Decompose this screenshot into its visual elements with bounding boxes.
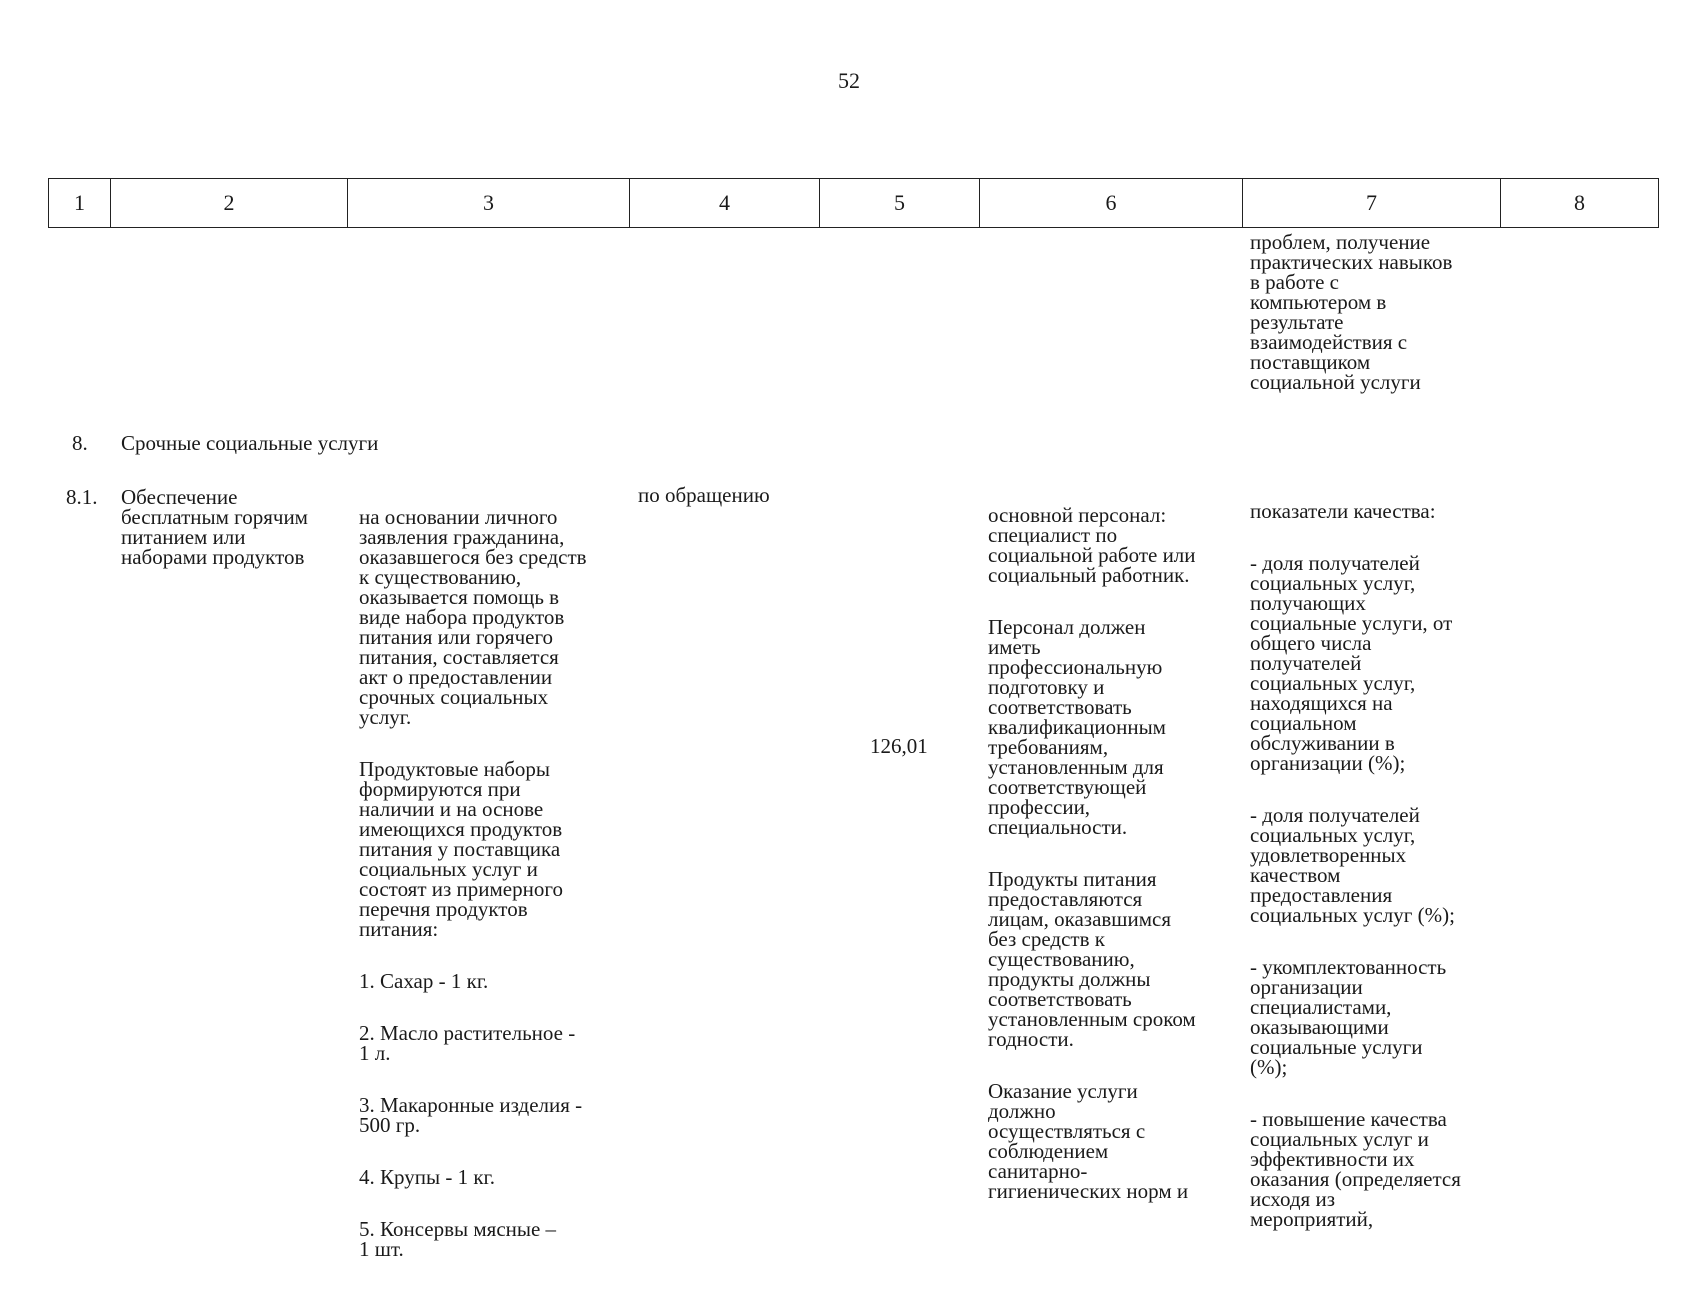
header-col-6: 6: [980, 179, 1243, 228]
section-title: Срочные социальные услуги: [121, 431, 379, 455]
product-item: 5. Консервы мясные – 1 шт.: [359, 1217, 557, 1261]
service-price: 126,01: [870, 734, 928, 758]
header-col-1: 1: [49, 179, 111, 228]
header-col-3: 3: [348, 179, 630, 228]
product-item: 3. Макаронные изделия - 500 гр.: [359, 1093, 583, 1137]
product-item: 2. Масло растительное - 1 л.: [359, 1021, 576, 1065]
conditions-paragraph: Персонал должен иметь профессиональную подготовку и соответствовать квалификационным требованиям, установленным для соответствующей профессии, специальности.: [988, 615, 1166, 839]
row-number: 8.1.: [66, 485, 98, 509]
description-paragraph: Продуктовые наборы формируются при наличии и на основе имеющихся продуктов питания у поставщика социальных услуг и состоят из примерного перечня продуктов питания:: [359, 757, 563, 941]
service-conditions: [988, 485, 1246, 1233]
continuation-text: проблем, получение практических навыков в работе с компьютером в результате взаимодействия с поставщиком социальной услуги: [1250, 230, 1453, 394]
header-col-5: 5: [820, 179, 980, 228]
quality-paragraph: - укомплектованность организации специалистами, оказывающими социальные услуги (%);: [1250, 955, 1447, 1079]
conditions-paragraph: Продукты питания предоставляются лицам, оказавшимся без средств к существованию, продукты должны соответствовать установленным сроком годности.: [988, 867, 1196, 1051]
column-number-header: [48, 178, 1659, 228]
service-frequency: по обращению: [638, 483, 770, 507]
quality-indicators: [1250, 481, 1505, 1261]
header-col-8: 8: [1501, 179, 1659, 228]
conditions-paragraph: Оказание услуги должно осуществляться с соблюдением санитарно- гигиенических норм и: [988, 1079, 1189, 1203]
product-item: 1. Сахар - 1 кг.: [359, 969, 489, 993]
conditions-paragraph: основной персонал: специалист по социальной работе или социальный работник.: [988, 503, 1196, 587]
header-col-2: 2: [111, 179, 348, 228]
description-paragraph: на основании личного заявления гражданина, оказавшегося без средств к существованию, оказывается помощь в виде набора продуктов питания или горячего питания, составляется акт о предоставлении срочных социальных услуг.: [359, 505, 587, 729]
page-number: 52: [838, 68, 860, 93]
product-item: 4. Крупы - 1 кг.: [359, 1165, 496, 1189]
header-col-7: 7: [1243, 179, 1501, 228]
section-number: 8.: [72, 431, 88, 455]
service-description: [359, 487, 631, 1291]
service-name: Обеспечение бесплатным горячим питанием или наборами продуктов: [121, 485, 308, 569]
quality-paragraph: - повышение качества социальных услуг и эффективности их оказания (определяется исходя из мероприятий,: [1250, 1107, 1461, 1231]
header-col-4: 4: [630, 179, 820, 228]
quality-paragraph: - доля получателей социальных услуг, получающих социальные услуги, от общего числа получателей социальных услуг, находящихся на социальном обслуживании в организации (%);: [1250, 551, 1453, 775]
quality-paragraph: показатели качества:: [1250, 499, 1436, 523]
quality-paragraph: - доля получателей социальных услуг, удовлетворенных качеством предоставления социальных услуг (%);: [1250, 803, 1455, 927]
